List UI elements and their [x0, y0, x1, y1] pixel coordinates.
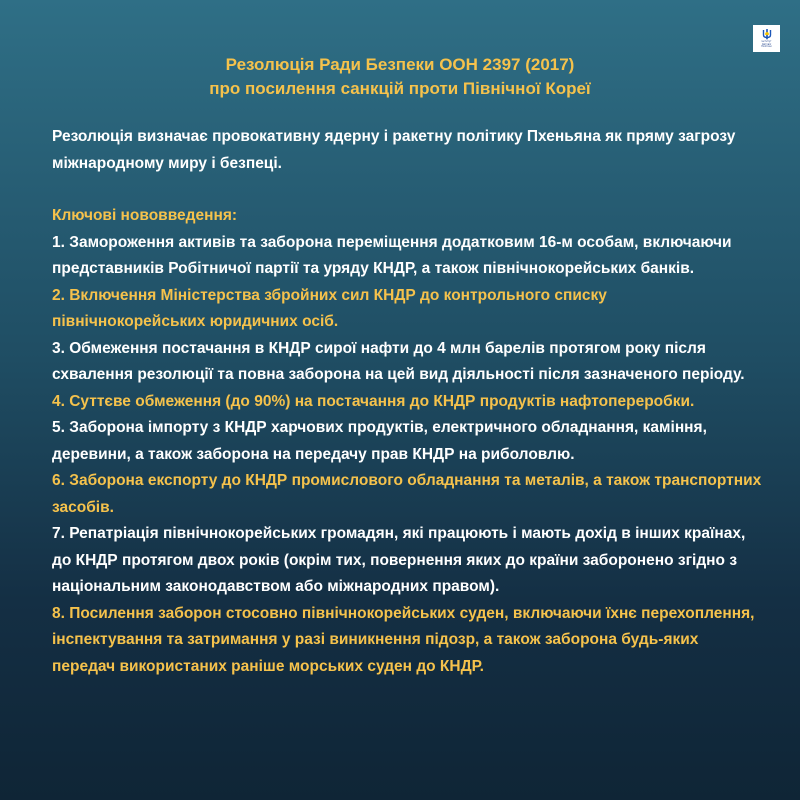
innovation-item-7: 7. Репатріація північнокорейських громадян, які працюють і мають дохід в інших країнах, до КНДР протягом двох років (окрім тих, повернення яких до країни заборонено згідно з національним законодавством або міжнародних правом). — [52, 525, 746, 595]
page-title — [0, 53, 800, 101]
innovation-item-5: 5. Заборона імпорту з КНДР харчових продуктів, електричного обладнання, каміння, деревини, а також заборона на передачу прав КНДР на риболовлю. — [52, 419, 707, 463]
innovation-item-3: 3. Обмеження постачання в КНДР сирої нафти до 4 млн барелів протягом року після схвалення резолюції та повна заборона на цей вид діяльності після зазначеного періоду. — [52, 339, 745, 383]
innovation-item-2: 2. Включення Міністерства збройних сил КНДР до контрольного списку північнокорейських юридичних осіб. — [52, 286, 607, 330]
innovation-item-1: 1. Замороження активів та заборона переміщення додатковим 16-м особам, включаючи представників Робітничої партії та уряду КНДР, а також північнокорейських банків. — [52, 233, 732, 277]
intro-paragraph: Резолюція визначає провокативну ядерну і ракетну політику Пхеньяна як пряму загрозу міжнародному миру і безпеці. — [52, 128, 736, 172]
logo-text: Інститут Світової Політики — [761, 40, 772, 49]
innovation-item-6: 6. Заборона експорту до КНДР промислового обладнання та металів, а також транспортних засобів. — [52, 472, 762, 516]
innovation-item-4: 4. Суттєве обмеження (до 90%) на постачання до КНДР продуктів нафтопереробки. — [52, 392, 695, 410]
title-line-1: Резолюція Ради Безпеки ООН 2397 (2017) — [225, 55, 575, 74]
document-body — [52, 124, 764, 680]
innovation-item-8: 8. Посилення заборон стосовно північнокорейських суден, включаючи їхнє перехоплення, інспектування та затримання у разі виникнення підозр, а також заборона будь-яких передач використаних раніше морських суден до КНДР. — [52, 604, 755, 675]
trident-icon — [761, 28, 773, 40]
title-line-2: про посилення санкцій проти Північної Кореї — [209, 79, 591, 98]
logo — [753, 25, 780, 52]
innovations-heading: Ключові нововведення: — [52, 207, 238, 224]
